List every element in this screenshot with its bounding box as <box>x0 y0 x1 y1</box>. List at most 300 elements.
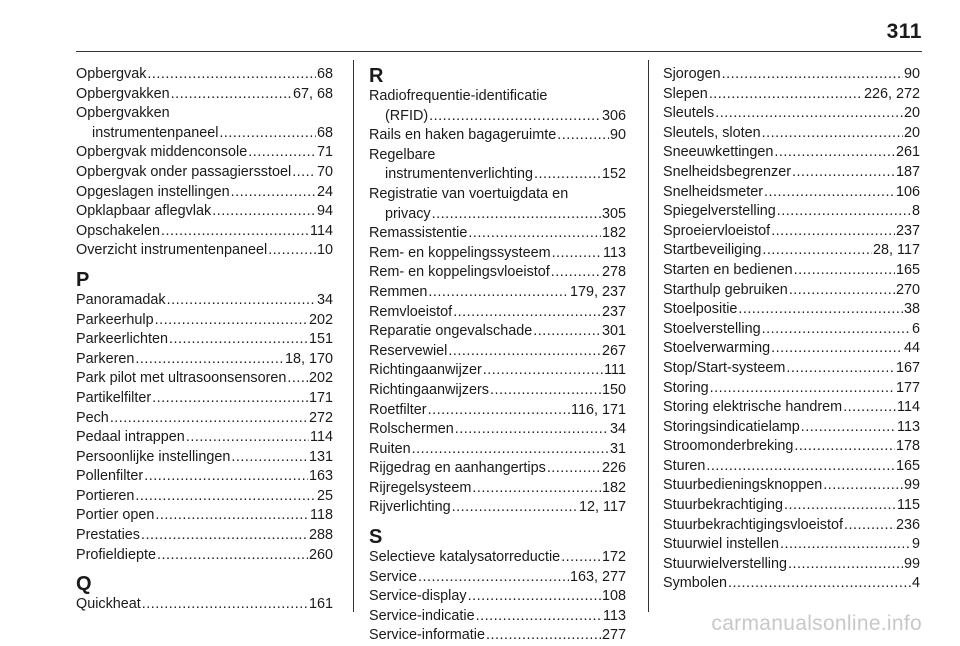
index-entry <box>663 320 920 340</box>
dot-leader <box>486 626 601 646</box>
index-entry <box>369 205 626 225</box>
index-entry-term: Sleutels <box>663 105 715 122</box>
index-entry-pages: 261 <box>895 144 920 161</box>
index-entry <box>76 222 333 242</box>
index-entry <box>369 107 626 127</box>
dot-leader <box>448 342 601 362</box>
index-entry-pages: 113 <box>603 607 626 624</box>
index-entry-pages: 114 <box>310 429 333 446</box>
index-entry <box>369 165 626 185</box>
index-entry-term: Snelheidsmeter <box>663 183 763 200</box>
section-letter: Q <box>76 573 92 596</box>
index-entry-term: Partikelfilter <box>76 389 152 406</box>
dot-leader <box>472 479 601 499</box>
index-entry-pages: 288 <box>308 527 333 544</box>
index-entry <box>663 535 920 555</box>
dot-leader <box>771 339 903 359</box>
index-entry <box>663 241 920 261</box>
dot-leader <box>268 241 316 261</box>
index-entry <box>369 626 626 646</box>
dot-leader <box>455 420 609 440</box>
index-entry <box>369 303 626 323</box>
index-entry-term: Service-display <box>369 588 467 605</box>
index-entry-term: Opbergvak <box>76 66 147 82</box>
index-entry-term: Opbergvakken <box>76 105 170 122</box>
index-entry-pages: 44 <box>903 340 920 357</box>
index-entry <box>76 143 333 163</box>
dot-leader <box>490 381 601 401</box>
dot-leader <box>110 409 308 429</box>
index-entry-term: Sneeuwkettingen <box>663 144 774 161</box>
dot-leader <box>823 476 903 496</box>
index-entry-pages: 38 <box>903 301 920 318</box>
dot-leader <box>453 303 601 323</box>
index-entry <box>369 263 626 283</box>
index-entry-pages: 9 <box>911 536 920 553</box>
index-entry <box>76 448 333 468</box>
dot-leader <box>715 104 903 124</box>
index-entry-pages: 152 <box>601 166 626 183</box>
index-entry-pages: 267 <box>601 342 626 359</box>
dot-leader <box>794 261 895 281</box>
index-entry-pages: 182 <box>601 225 626 242</box>
index-entry-term: Parkeerhulp <box>76 311 154 328</box>
index-entry-continuation: instrumentenverlichting <box>385 166 533 183</box>
dot-leader <box>142 595 308 615</box>
page-number: 311 <box>886 20 922 43</box>
index-entry-term: Storing elektrische handrem <box>663 399 843 416</box>
index-entry-pages: 70 <box>316 163 333 180</box>
index-entry <box>76 546 333 566</box>
index-entry-pages: 90 <box>903 66 920 82</box>
dot-leader <box>144 467 308 487</box>
dot-leader <box>780 535 911 555</box>
dot-leader <box>709 85 863 105</box>
index-entry <box>663 65 920 85</box>
header-rule <box>76 51 922 52</box>
index-entry-pages: 165 <box>895 457 920 474</box>
index-entry-term: Snelheidsbegrenzer <box>663 163 792 180</box>
index-entry <box>663 418 920 438</box>
index-entry-pages: 115 <box>897 497 920 514</box>
dot-leader <box>248 143 316 163</box>
index-entry-term: Pech <box>76 409 109 426</box>
dot-leader <box>557 126 609 146</box>
index-entry <box>369 342 626 362</box>
index-entry-pages: 150 <box>601 381 626 398</box>
dot-leader <box>551 263 601 283</box>
dot-leader <box>135 350 284 370</box>
index-entry <box>663 476 920 496</box>
section-letter: P <box>76 268 90 291</box>
index-entry <box>663 202 920 222</box>
index-entry-term: Reservewiel <box>369 342 448 359</box>
index-entry-term: Parkeerlichten <box>76 331 168 348</box>
index-entry-term: Selectieve katalysatorreductie <box>369 549 561 566</box>
index-entry-term: Remassistentie <box>369 225 468 242</box>
index-entry <box>369 479 626 499</box>
index-entry-pages: 113 <box>897 418 920 435</box>
index-entry-pages: 116, 171 <box>571 401 626 418</box>
index-entry <box>369 440 626 460</box>
dot-leader <box>428 401 570 421</box>
index-entry-term: Richtingaanwijzer <box>369 362 482 379</box>
index-entry-term: Stop/Start-systeem <box>663 359 786 376</box>
column-divider-1 <box>353 60 354 612</box>
index-entry-pages: 131 <box>308 448 333 465</box>
index-entry-term: Pollenfilter <box>76 468 144 485</box>
index-entry-term: Stuurwiel instellen <box>663 536 779 553</box>
index-entry-pages: 118 <box>310 507 333 524</box>
index-entry-pages: 114 <box>897 399 920 416</box>
index-entry-pages: 34 <box>609 421 626 438</box>
index-entry <box>663 104 920 124</box>
index-entry-term: Rijregelsysteem <box>369 479 472 496</box>
index-entry-term: Service-indicatie <box>369 607 475 624</box>
dot-leader <box>801 418 896 438</box>
dot-leader <box>155 506 309 526</box>
index-entry-pages: 68 <box>316 124 333 141</box>
index-entry-pages: 6 <box>911 320 920 337</box>
index-entry-term: Roetfilter <box>369 401 427 418</box>
index-entry-continuation: instrumentenpaneel <box>92 124 219 141</box>
index-entry-term: Opbergvak middenconsole <box>76 144 248 161</box>
dot-leader <box>794 437 895 457</box>
index-entry <box>663 574 920 594</box>
index-entry-term: Portier open <box>76 507 155 524</box>
index-entry-term: Opbergvakken <box>76 85 170 102</box>
index-entry <box>76 163 333 183</box>
index-entry <box>663 261 920 281</box>
index-entry-term: Parkeren <box>76 350 135 367</box>
dot-leader <box>287 369 308 389</box>
index-entry-pages: 202 <box>308 311 333 328</box>
index-entry-pages: 178 <box>895 438 920 455</box>
index-entry <box>369 420 626 440</box>
dot-leader <box>171 85 292 105</box>
dot-leader <box>432 205 601 225</box>
index-entry <box>76 202 333 222</box>
index-entry-pages: 10 <box>316 242 333 259</box>
dot-leader <box>428 283 569 303</box>
index-entry <box>76 291 333 311</box>
column-divider-2 <box>648 60 649 612</box>
index-entry-pages: 94 <box>316 203 333 220</box>
index-entry-pages: 108 <box>601 588 626 605</box>
index-entry-term: Regelbare <box>369 146 436 163</box>
dot-leader <box>533 322 601 342</box>
index-entry <box>76 389 333 409</box>
section-letter: R <box>369 65 384 87</box>
index-entry-pages: 34 <box>316 291 333 308</box>
index-entry-pages: 236 <box>895 516 920 533</box>
index-entry-pages: 187 <box>895 163 920 180</box>
index-entry-pages: 277 <box>601 627 626 644</box>
index-entry-term: Registratie van voertuigdata en <box>369 185 569 202</box>
index-entry-pages: 182 <box>601 479 626 496</box>
index-entry-pages: 68 <box>316 66 333 82</box>
dot-leader <box>292 163 316 183</box>
index-entry-term: Quickheat <box>76 596 141 613</box>
index-entry <box>663 437 920 457</box>
index-entry <box>76 526 333 546</box>
index-entry <box>663 85 920 105</box>
index-entry-pages: 114 <box>310 222 333 239</box>
dot-leader <box>212 202 316 222</box>
index-entry <box>76 330 333 350</box>
dot-leader <box>169 330 308 350</box>
index-entry-term: Service-informatie <box>369 627 485 644</box>
index-entry-term: Opschakelen <box>76 222 160 239</box>
index-entry-pages: 31 <box>609 440 626 457</box>
index-entry-pages: 18, 170 <box>284 350 333 367</box>
dot-leader <box>706 457 895 477</box>
dot-leader <box>468 224 601 244</box>
index-entry <box>76 350 333 370</box>
index-entry <box>369 244 626 264</box>
index-entry-term: Reparatie ongevalschade <box>369 323 533 340</box>
index-entry-pages: 260 <box>308 546 333 563</box>
index-entry-term: Portieren <box>76 487 135 504</box>
index-entry-pages: 301 <box>601 323 626 340</box>
index-entry-pages: 272 <box>308 409 333 426</box>
index-entry-term: Slepen <box>663 85 708 102</box>
index-entry <box>369 126 626 146</box>
index-column-1 <box>76 65 333 615</box>
index-entry-term: Sleutels, sloten <box>663 124 761 141</box>
index-entry-pages: 12, 117 <box>579 499 626 516</box>
index-entry <box>76 183 333 203</box>
index-entry-term: Rem- en koppelingssysteem <box>369 244 551 261</box>
index-entry-term: Stoelverstelling <box>663 320 761 337</box>
index-entry-continuation: privacy <box>385 205 431 222</box>
index-entry <box>76 241 333 261</box>
index-entry <box>369 568 626 588</box>
dot-leader <box>788 555 903 575</box>
section-letter: S <box>369 526 383 549</box>
dot-leader <box>552 244 602 264</box>
dot-leader <box>231 183 316 203</box>
dot-leader <box>762 124 903 144</box>
index-entry-pages: 99 <box>903 555 920 572</box>
dot-leader <box>476 607 602 627</box>
index-entry <box>369 548 626 568</box>
index-entry-term: Richtingaanwijzers <box>369 381 489 398</box>
index-entry-pages: 106 <box>895 183 920 200</box>
index-entry-term: Stuurbekrachtiging <box>663 497 783 514</box>
index-entry-pages: 305 <box>601 205 626 222</box>
index-entry-pages: 171 <box>308 389 333 406</box>
index-entry-term: Sturen <box>663 457 706 474</box>
index-entry-term: Sjorogen <box>663 66 721 82</box>
dot-leader <box>786 359 895 379</box>
index-entry <box>663 457 920 477</box>
dot-leader <box>219 124 316 144</box>
index-entry-pages: 226, 272 <box>863 85 920 102</box>
dot-leader <box>412 440 609 460</box>
dot-leader <box>152 389 308 409</box>
index-entry-pages: 151 <box>308 331 333 348</box>
index-entry <box>663 281 920 301</box>
index-entry-term: Startbeveiliging <box>663 242 762 259</box>
index-entry-term: Stoelverwarming <box>663 340 771 357</box>
index-entry <box>663 379 920 399</box>
index-entry-term: Persoonlijke instellingen <box>76 448 231 465</box>
dot-leader <box>771 222 895 242</box>
dot-leader <box>561 548 601 568</box>
dot-leader <box>155 311 308 331</box>
index-entry-pages: 163 <box>308 468 333 485</box>
index-entry-pages: 24 <box>316 183 333 200</box>
index-entry-term: Opbergvak onder passagiersstoel <box>76 163 292 180</box>
index-entry-term: Starthulp gebruiken <box>663 281 788 298</box>
index-entry-pages: 226 <box>601 460 626 477</box>
dot-leader <box>135 487 316 507</box>
index-entry-term: Rijgedrag en aanhangertips <box>369 460 546 477</box>
index-entry-term: Ruiten <box>369 440 411 457</box>
index-entry <box>663 359 920 379</box>
index-entry-pages: 4 <box>911 575 920 592</box>
index-entry-term: Stuurwielverstelling <box>663 555 787 572</box>
watermark: carmanualsonline.info <box>711 612 922 635</box>
dot-leader <box>418 568 569 588</box>
dot-leader <box>764 183 895 203</box>
index-entry-term: Storing <box>663 379 709 396</box>
index-entry <box>663 183 920 203</box>
dot-leader <box>784 496 896 516</box>
index-entry-pages: 179, 237 <box>569 283 626 300</box>
index-entry-term: Rails en haken bagageruimte <box>369 127 557 144</box>
dot-leader <box>452 498 578 518</box>
index-entry-pages: 20 <box>903 105 920 122</box>
index-entry-pages: 167 <box>895 359 920 376</box>
index-entry-pages: 237 <box>601 303 626 320</box>
index-entry-pages: 172 <box>601 549 626 566</box>
index-entry-term: Overzicht instrumentenpaneel <box>76 242 268 259</box>
index-entry <box>76 85 333 105</box>
index-entry-pages: 161 <box>308 596 333 613</box>
dot-leader <box>141 526 308 546</box>
index-entry <box>369 283 626 303</box>
index-entry <box>663 496 920 516</box>
dot-leader <box>186 428 309 448</box>
index-entry-term: Rolschermen <box>369 421 454 438</box>
index-entry <box>369 459 626 479</box>
index-entry-pages: 90 <box>609 127 626 144</box>
index-entry <box>76 506 333 526</box>
dot-leader <box>762 320 911 340</box>
index-entry-term: Spiegelverstelling <box>663 203 776 220</box>
dot-leader <box>738 300 903 320</box>
dot-leader <box>710 379 895 399</box>
dot-leader <box>161 222 309 242</box>
index-entry <box>369 224 626 244</box>
index-entry-term: Stuurbedieningsknoppen <box>663 477 823 494</box>
dot-leader <box>147 65 316 85</box>
dot-leader <box>231 448 308 468</box>
index-entry <box>663 516 920 536</box>
index-column-3 <box>663 65 920 594</box>
index-entry-term: Park pilot met ultrasoonsensoren <box>76 370 287 387</box>
index-entry-term: Profieldiepte <box>76 546 156 563</box>
dot-leader <box>777 202 911 222</box>
index-entry-continuation: (RFID) <box>385 107 429 124</box>
index-entry-pages: 99 <box>903 477 920 494</box>
index-entry <box>76 124 333 144</box>
index-entry-pages: 71 <box>316 144 333 161</box>
index-entry-term: Pedaal intrappen <box>76 429 185 446</box>
index-entry-pages: 202 <box>308 370 333 387</box>
index-entry-pages: 278 <box>601 264 626 281</box>
index-entry <box>369 381 626 401</box>
dot-leader <box>429 107 601 127</box>
index-entry-term: Rijverlichting <box>369 499 451 516</box>
index-entry <box>76 467 333 487</box>
index-entry <box>369 322 626 342</box>
index-entry <box>369 361 626 381</box>
index-entry-pages: 20 <box>903 124 920 141</box>
index-entry-pages: 163, 277 <box>569 568 626 585</box>
dot-leader <box>844 516 895 536</box>
index-entry-pages: 306 <box>601 107 626 124</box>
index-entry-pages: 67, 68 <box>292 85 333 102</box>
dot-leader <box>468 587 601 607</box>
index-entry-term: Stroomonderbreking <box>663 438 794 455</box>
index-entry-term: Service <box>369 568 417 585</box>
index-entry-term: Radiofrequentie-identificatie <box>369 88 548 104</box>
index-entry-pages: 165 <box>895 261 920 278</box>
index-entry-term: Rem- en koppelingsvloeistof <box>369 264 550 281</box>
index-entry <box>369 607 626 627</box>
index-entry-term: Prestaties <box>76 527 140 544</box>
dot-leader <box>547 459 601 479</box>
index-entry <box>76 369 333 389</box>
dot-leader <box>483 361 603 381</box>
index-entry <box>663 222 920 242</box>
dot-leader <box>792 163 895 183</box>
dot-leader <box>157 546 308 566</box>
index-entry <box>76 65 333 85</box>
index-entry <box>76 487 333 507</box>
index-entry-term: Sproeiervloeistof <box>663 222 771 239</box>
index-entry-pages: 237 <box>895 222 920 239</box>
index-entry <box>663 143 920 163</box>
dot-leader <box>762 241 872 261</box>
index-entry <box>76 409 333 429</box>
index-entry <box>663 398 920 418</box>
dot-leader <box>167 291 316 311</box>
index-entry <box>663 300 920 320</box>
index-entry-term: Starten en bedienen <box>663 261 793 278</box>
index-entry <box>663 339 920 359</box>
dot-leader <box>728 574 911 594</box>
index-entry <box>76 595 333 615</box>
index-entry-term: Storingsindicatielamp <box>663 418 800 435</box>
index-entry-term: Panoramadak <box>76 291 166 308</box>
index-entry-pages: 270 <box>895 281 920 298</box>
index-entry <box>369 401 626 421</box>
index-entry-pages: 111 <box>604 362 626 379</box>
index-entry-pages: 25 <box>316 487 333 504</box>
index-entry <box>76 428 333 448</box>
index-entry-pages: 28, 117 <box>873 242 920 259</box>
index-entry-term: Opgeslagen instellingen <box>76 183 230 200</box>
index-column-2 <box>369 65 626 646</box>
dot-leader <box>534 165 601 185</box>
index-entry-term: Remmen <box>369 283 428 300</box>
index-entry <box>76 311 333 331</box>
index-entry <box>369 498 626 518</box>
